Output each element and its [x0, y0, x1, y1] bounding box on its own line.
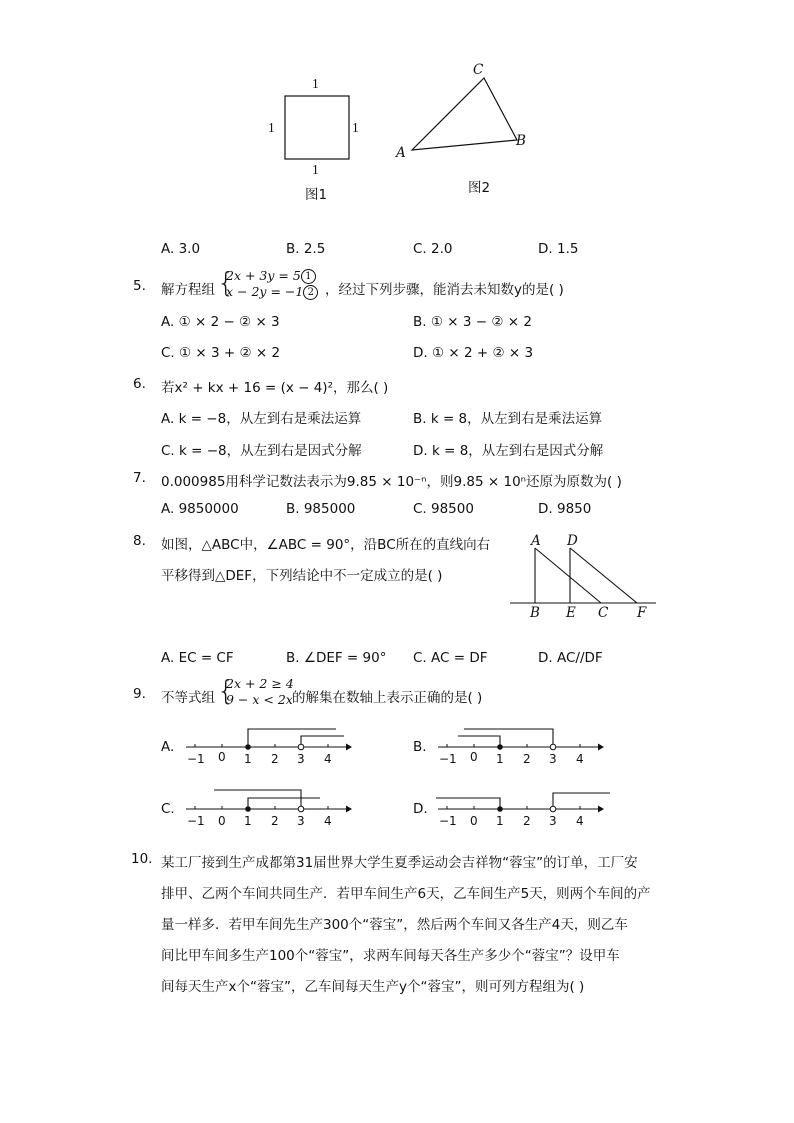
q9-b-tick-1: 1	[496, 752, 504, 766]
q10-line-5: 间每天生产x个“蓉宝”，乙车间每天生产y个“蓉宝”，则可列方程组为( )	[161, 979, 585, 995]
q9-option-c-letter[interactable]: C.	[161, 801, 175, 817]
q7-option-c[interactable]: C. 98500	[413, 501, 474, 517]
q8-label-e: E	[566, 605, 576, 621]
q9-b-tick-3: 3	[549, 752, 557, 766]
q10-line-1: 某工厂接到生产成都第31届世界大学生夏季运动会吉祥物“蓉宝”的订单，工厂安	[161, 855, 638, 871]
q9-d-tick-4: 4	[576, 814, 584, 828]
q9-c-tick-4: 4	[324, 814, 332, 828]
q9-a-tick-0: 0	[218, 750, 226, 764]
q9-d-tick-1: 1	[496, 814, 504, 828]
q9-ineq2: 9 − x < 2x	[226, 692, 293, 707]
q4-option-d[interactable]: D. 1.5	[538, 241, 579, 257]
q9-option-a-letter[interactable]: A.	[161, 739, 175, 755]
q9-numberline-c[interactable]	[182, 786, 352, 830]
q7-option-a[interactable]: A. 9850000	[161, 501, 239, 517]
q9-b-tick-2: 2	[523, 752, 531, 766]
q6-option-d[interactable]: D. k = 8，从左到右是因式分解	[413, 443, 604, 459]
q9-numberline-d[interactable]	[434, 786, 614, 830]
q9-a-tick-3: 3	[297, 752, 305, 766]
fig1-side-top-label: 1	[312, 76, 319, 91]
q9-d-tick-3: 3	[549, 814, 557, 828]
q10-line-3: 量一样多．若甲车间先生产300个“蓉宝”，然后两个车间又各生产4天，则乙车	[161, 917, 628, 933]
fig2-caption: 图2	[468, 180, 491, 196]
q9-b-tick-4: 4	[576, 752, 584, 766]
q8-option-a[interactable]: A. EC = CF	[161, 650, 234, 666]
fig2-vertex-c-label: C	[473, 62, 484, 78]
q10-line-4: 间比甲车间多生产100个“蓉宝”，求两车间每天各生产多少个“蓉宝”？设甲车	[161, 948, 620, 964]
q5-option-b[interactable]: B. ① × 3 − ② × 2	[413, 314, 532, 330]
q8-label-c: C	[598, 605, 609, 621]
q9-c-tick-0: 0	[218, 814, 226, 828]
q5-number: 5.	[133, 278, 146, 294]
q9-c-tick-1: 1	[244, 814, 252, 828]
q4-option-c[interactable]: C. 2.0	[413, 241, 453, 257]
q9-a-tick-2: 2	[271, 752, 279, 766]
q9-c-tick-neg1: −1	[187, 814, 205, 828]
q8-stem-line-1: 如图，△ABC中，∠ABC = 90°，沿BC所在的直线向右	[161, 537, 491, 553]
q4-option-a[interactable]: A. 3.0	[161, 241, 201, 257]
q9-c-tick-2: 2	[271, 814, 279, 828]
q5-suffix: ，经过下列步骤，能消去未知数y的是( )	[325, 282, 564, 298]
q5-brace: {	[217, 266, 235, 299]
q5-eq2: x − 2y = −1 2	[226, 284, 318, 300]
q9-numberline-a[interactable]	[182, 724, 352, 768]
q8-label-a: A	[531, 533, 541, 549]
fig1-side-left-label: 1	[268, 120, 275, 135]
q9-a-tick-neg1: −1	[187, 752, 205, 766]
q5-option-a[interactable]: A. ① × 2 − ② × 3	[161, 314, 280, 330]
fig1-caption: 图1	[305, 187, 328, 203]
q9-prefix: 不等式组	[161, 690, 215, 706]
fig1-side-bottom-label: 1	[312, 162, 319, 177]
q9-b-tick-neg1: −1	[439, 752, 457, 766]
q4-option-b[interactable]: B. 2.5	[286, 241, 326, 257]
q7-stem: 0.000985用科学记数法表示为9.85 × 10⁻ⁿ，则9.85 × 10ⁿ还原为原数为( )	[161, 474, 622, 490]
q10-number: 10.	[131, 851, 153, 867]
q6-stem: 若x² + kx + 16 = (x − 4)²，那么( )	[161, 380, 389, 396]
q9-number: 9.	[133, 686, 146, 702]
q6-option-a[interactable]: A. k = −8，从左到右是乘法运算	[161, 411, 362, 427]
q8-label-b: B	[530, 605, 540, 621]
q5-option-c[interactable]: C. ① × 3 + ② × 2	[161, 345, 281, 361]
q9-suffix: 的解集在数轴上表示正确的是( )	[292, 690, 483, 706]
q8-number: 8.	[133, 533, 146, 549]
q8-option-c[interactable]: C. AC = DF	[413, 650, 488, 666]
q8-option-b[interactable]: B. ∠DEF = 90°	[286, 650, 387, 666]
q9-ineq1: 2x + 2 ≥ 4	[226, 676, 294, 691]
q7-number: 7.	[133, 470, 146, 486]
q10-line-2: 排甲、乙两个车间共同生产．若甲车间生产6天，乙车间生产5天，则两个车间的产	[161, 886, 651, 902]
q9-brace: {	[217, 674, 235, 707]
q8-stem-line-2: 平移得到△DEF，下列结论中不一定成立的是( )	[161, 568, 443, 584]
fig1-side-right-label: 1	[352, 120, 359, 135]
q5-eq1: 2x + 3y = 5 1	[226, 268, 316, 284]
q9-c-tick-3: 3	[297, 814, 305, 828]
q5-prefix: 解方程组	[161, 282, 215, 298]
q8-option-d[interactable]: D. AC//DF	[538, 650, 603, 666]
fig2-vertex-a-label: A	[396, 145, 406, 161]
q5-option-d[interactable]: D. ① × 2 + ② × 3	[413, 345, 534, 361]
q9-d-tick-2: 2	[523, 814, 531, 828]
q7-option-d[interactable]: D. 9850	[538, 501, 592, 517]
q6-option-c[interactable]: C. k = −8，从左到右是因式分解	[161, 443, 362, 459]
q9-option-b-letter[interactable]: B.	[413, 739, 427, 755]
q8-label-f: F	[637, 605, 647, 621]
q9-d-tick-0: 0	[470, 814, 478, 828]
q9-a-tick-1: 1	[244, 752, 252, 766]
q9-a-tick-4: 4	[324, 752, 332, 766]
q6-number: 6.	[133, 376, 146, 392]
q7-option-b[interactable]: B. 985000	[286, 501, 356, 517]
fig2-vertex-b-label: B	[516, 133, 526, 149]
q9-numberline-b[interactable]	[434, 724, 604, 768]
q8-label-d: D	[567, 533, 578, 549]
q9-option-d-letter[interactable]: D.	[413, 801, 428, 817]
q6-option-b[interactable]: B. k = 8，从左到右是乘法运算	[413, 411, 603, 427]
q9-b-tick-0: 0	[470, 750, 478, 764]
q9-d-tick-neg1: −1	[439, 814, 457, 828]
